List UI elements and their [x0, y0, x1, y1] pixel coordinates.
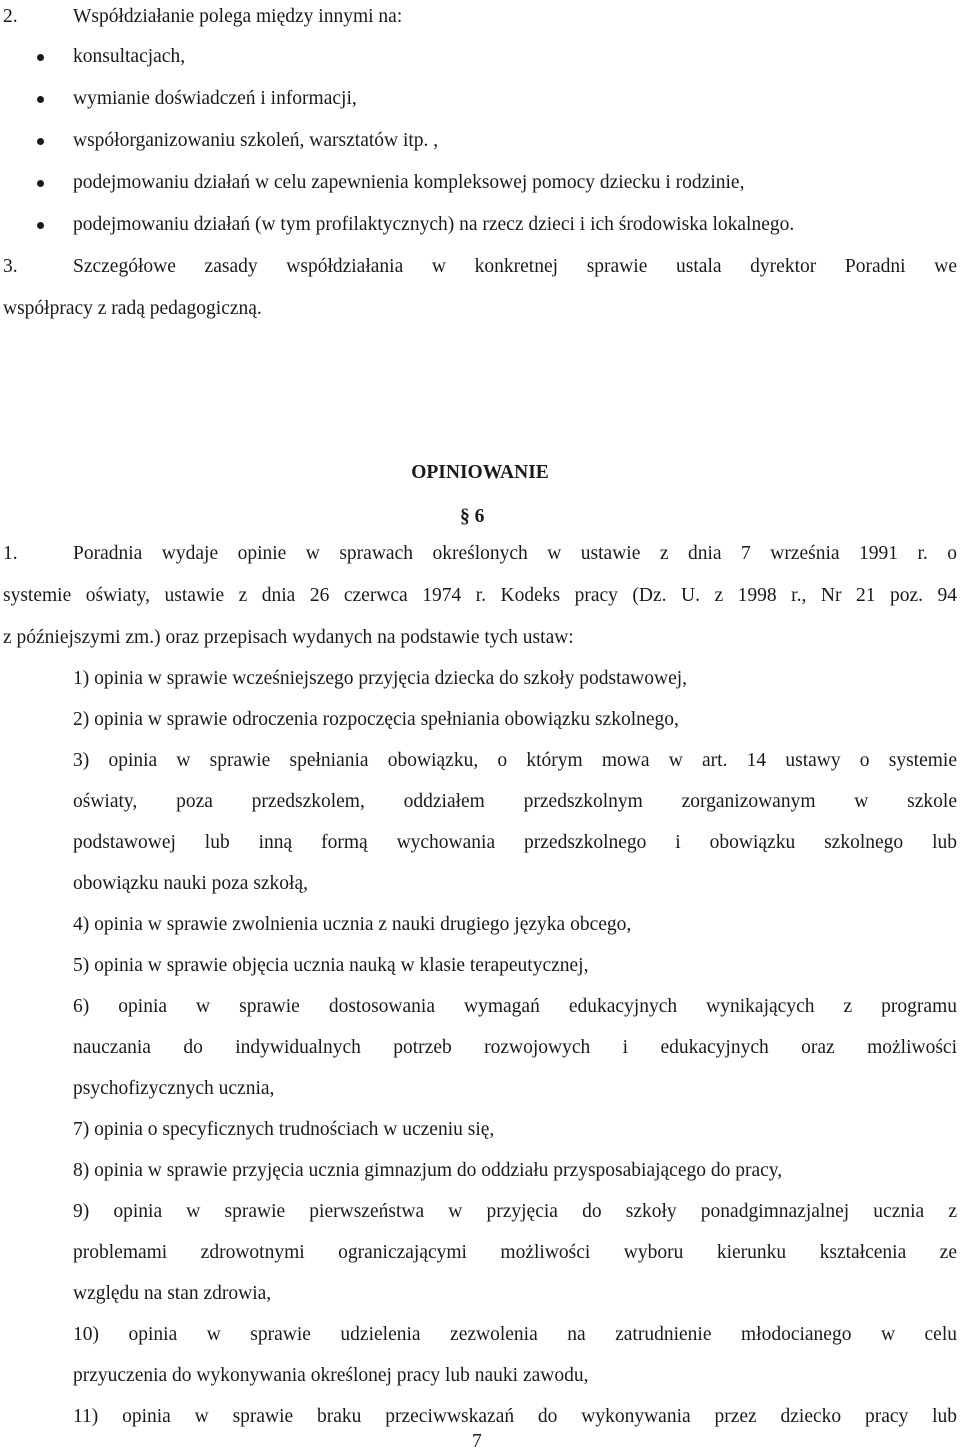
section-1-line-3: z późniejszymi zm.) oraz przepisach wydanych na podstawie tych ustaw: — [3, 627, 574, 648]
page-number: 7 — [472, 1431, 482, 1452]
bullet-icon — [37, 96, 44, 103]
section-3-line-1 — [0, 254, 960, 280]
bullet-text: konsultacjach, — [73, 46, 186, 67]
section-3-line-2: współpracy z radą pedagogiczną. — [3, 298, 262, 319]
paragraph-number: § 6 — [460, 506, 485, 527]
list-item: 7) opinia o specyficznych trudnościach w uczeniu się, — [73, 1119, 495, 1140]
list-item — [0, 212, 960, 238]
section-2-intro: Współdziałanie polega między innymi na: — [73, 6, 403, 27]
bullet-icon — [37, 54, 44, 61]
section-heading: OPINIOWANIE — [411, 462, 549, 483]
section-3-text: Szczegółowe zasady współdziałania w konkretnej sprawie ustala dyrektor Poradni we — [73, 256, 957, 277]
list-item: 8) opinia w sprawie przyjęcia ucznia gimnazjum do oddziału przysposabiającego do pracy, — [73, 1160, 783, 1181]
section-number: 2. — [3, 6, 18, 27]
list-item: 11) opinia w sprawie braku przeciwwskazań do wykonywania przez dziecko pracy lub — [73, 1406, 957, 1427]
list-item — [0, 86, 960, 112]
list-item-continuation: obowiązku nauki poza szkołą, — [73, 873, 309, 894]
bullet-icon — [37, 180, 44, 187]
list-item: 4) opinia w sprawie zwolnienia ucznia z nauki drugiego języka obcego, — [73, 914, 632, 935]
list-item: 10) opinia w sprawie udzielenia zezwolenia na zatrudnienie młodocianego w celu — [73, 1324, 957, 1345]
list-item: 9) opinia w sprawie pierwszeństwa w przyjęcia do szkoły ponadgimnazjalnej ucznia z — [73, 1201, 957, 1222]
bullet-icon — [37, 138, 44, 145]
bullet-text: podejmowaniu działań (w tym profilaktycznych) na rzecz dzieci i ich środowiska lokalnego. — [73, 214, 795, 235]
section-1-line-2: systemie oświaty, ustawie z dnia 26 czerwca 1974 r. Kodeks pracy (Dz. U. z 1998 r., Nr 21 poz. 94 — [3, 585, 957, 606]
bullet-text: podejmowaniu działań w celu zapewnienia kompleksowej pomocy dziecku i rodzinie, — [73, 172, 745, 193]
list-item-continuation: podstawowej lub inną formą wychowania przedszkolnego i obowiązku szkolnego lub — [73, 832, 957, 853]
section-1-text: Poradnia wydaje opinie w sprawach określonych w ustawie z dnia 7 września 1991 r. o — [73, 543, 957, 564]
list-item: 2) opinia w sprawie odroczenia rozpoczęcia spełniania obowiązku szkolnego, — [73, 709, 679, 730]
list-item — [0, 44, 960, 70]
section-number: 3. — [3, 256, 18, 277]
list-item-continuation: psychofizycznych ucznia, — [73, 1078, 275, 1099]
list-item: 1) opinia w sprawie wcześniejszego przyjęcia dziecka do szkoły podstawowej, — [73, 668, 688, 689]
bullet-text: współorganizowaniu szkoleń, warsztatów itp. , — [73, 130, 439, 151]
list-item-continuation: przyuczenia do wykonywania określonej pracy lub nauki zawodu, — [73, 1365, 589, 1386]
list-item-continuation: nauczania do indywidualnych potrzeb rozwojowych i edukacyjnych oraz możliwości — [73, 1037, 957, 1058]
list-item: 6) opinia w sprawie dostosowania wymagań edukacyjnych wynikających z programu — [73, 996, 957, 1017]
list-item — [0, 170, 960, 196]
list-item: 5) opinia w sprawie objęcia ucznia nauką w klasie terapeutycznej, — [73, 955, 589, 976]
bullet-text: wymianie doświadczeń i informacji, — [73, 88, 357, 109]
list-item: 3) opinia w sprawie spełniania obowiązku, o którym mowa w art. 14 ustawy o systemie — [73, 750, 957, 771]
list-item-continuation: względu na stan zdrowia, — [73, 1283, 272, 1304]
list-item — [0, 128, 960, 154]
list-item-continuation: oświaty, poza przedszkolem, oddziałem przedszkolnym zorganizowanym w szkole — [73, 791, 957, 812]
bullet-icon — [37, 222, 44, 229]
list-item-continuation: problemami zdrowotnymi ograniczającymi możliwości wyboru kierunku kształcenia ze — [73, 1242, 957, 1263]
section-1-line-1 — [0, 541, 960, 567]
section-number: 1. — [3, 543, 18, 564]
